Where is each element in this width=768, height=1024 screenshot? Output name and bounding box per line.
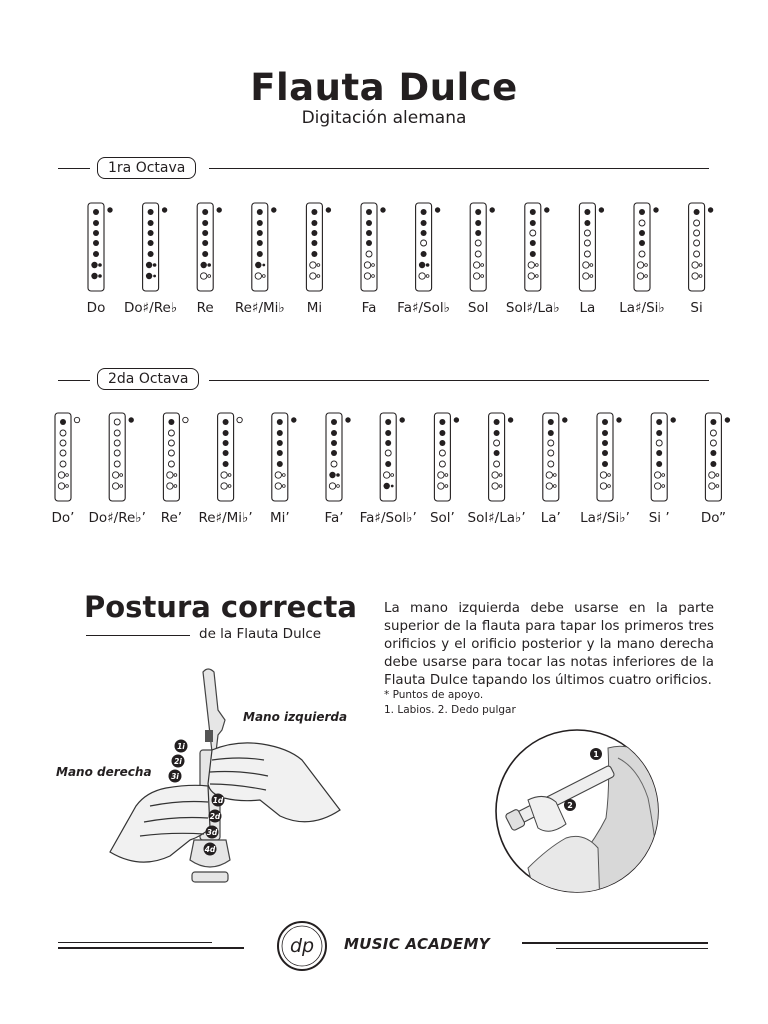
- fingering-chart: [597, 413, 622, 501]
- finger-marker: [175, 740, 188, 753]
- note-label: Si: [690, 300, 703, 316]
- fingering-chart: [705, 413, 730, 501]
- octave1-label: 1ra Octava: [97, 157, 196, 179]
- fingering-chart: [55, 413, 80, 501]
- fingering-chart: [525, 203, 550, 291]
- note-label: La♯/Si♭: [619, 300, 665, 316]
- note-label: Si ’: [648, 510, 670, 526]
- dp-logo: [276, 920, 328, 972]
- fingering-chart: [651, 413, 676, 501]
- page-subtitle: Digitación alemana: [301, 108, 467, 128]
- fingering-chart: [380, 413, 405, 501]
- support-marker-label: 2: [567, 801, 573, 810]
- support-marker: [590, 748, 602, 760]
- footer-rule-thick: [58, 947, 244, 949]
- footer-rule-thick: [522, 942, 708, 944]
- note-label: Do♯/Re♭: [124, 300, 178, 316]
- note-label: La’: [540, 510, 561, 526]
- fingering-chart: [434, 413, 459, 501]
- note-label: Fa♯/Sol♭’: [359, 510, 417, 526]
- fingering-chart: [252, 203, 277, 291]
- left-hand-label: Mano izquierda: [243, 710, 348, 724]
- octave2-label: 2da Octava: [97, 368, 199, 390]
- note-label: La: [579, 300, 596, 316]
- support-points-note: [384, 688, 516, 718]
- fingering-chart: [143, 203, 168, 291]
- footer-rule-thin: [58, 942, 212, 943]
- finger-marker-label: 3i: [171, 772, 179, 781]
- fingering-chart: [197, 203, 222, 291]
- support-marker-label: 1: [593, 750, 599, 759]
- player-illustration: [488, 728, 668, 898]
- footer-rule-thin: [556, 948, 708, 949]
- finger-marker: [206, 826, 219, 839]
- note-label: Re♯/Mi♭: [234, 300, 285, 316]
- octave1-fingering-charts: [0, 195, 768, 325]
- fingering-chart: [109, 413, 134, 501]
- finger-marker-label: 4d: [204, 845, 216, 854]
- fingering-chart: [326, 413, 351, 501]
- note-label: Sol♯/La♭’: [467, 510, 526, 526]
- note-label: Do: [86, 300, 106, 316]
- right-hand-label: Mano derecha: [56, 765, 152, 779]
- fingering-chart: [489, 413, 514, 501]
- academy-name: MUSIC ACADEMY: [344, 935, 490, 953]
- note-label: Re’: [160, 510, 183, 526]
- page-title: Flauta Dulce: [250, 66, 518, 109]
- divider: [209, 380, 709, 381]
- fingering-chart: [416, 203, 441, 291]
- fingering-chart: [163, 413, 188, 501]
- posture-title: Postura correcta: [84, 590, 357, 624]
- divider: [209, 168, 709, 169]
- divider: [58, 380, 90, 381]
- fingering-chart: [634, 203, 659, 291]
- fingering-chart: [272, 413, 297, 501]
- fingering-chart: [689, 203, 714, 291]
- note-label: Fa’: [324, 510, 344, 526]
- note-line: * Puntos de apoyo.: [384, 689, 484, 701]
- finger-marker: [212, 794, 225, 807]
- note-label: Mi’: [269, 510, 290, 526]
- fingering-chart: [218, 413, 243, 501]
- note-label: Sol♯/La♭: [505, 300, 560, 316]
- note-label: Sol: [467, 300, 489, 316]
- finger-marker-label: 2d: [209, 812, 221, 821]
- divider: [58, 168, 90, 169]
- finger-marker: [172, 755, 185, 768]
- divider: [86, 635, 190, 636]
- fingering-chart: [579, 203, 604, 291]
- note-line: 1. Labios. 2. Dedo pulgar: [384, 704, 516, 716]
- note-label: Do♯/Re♭’: [88, 510, 146, 526]
- note-label: Fa: [361, 300, 377, 316]
- fingering-chart: [470, 203, 495, 291]
- octave2-fingering-charts: [0, 405, 768, 535]
- note-label: Do’: [51, 510, 75, 526]
- note-label: Re♯/Mi♭’: [198, 510, 253, 526]
- note-label: La♯/Si♭’: [580, 510, 630, 526]
- finger-marker-label: 3d: [206, 828, 218, 837]
- fingering-chart: [361, 203, 386, 291]
- posture-description: La mano izquierda debe usarse en la parte superior de la flauta para tapar los primeros tres orificios y el orificio posterior y la mano derecha debe usarse para tocar las notas inferiores de la Flauta Dulce tapando los últimos cuatro orificios.: [384, 601, 714, 688]
- finger-marker: [169, 770, 182, 783]
- support-marker: [564, 799, 576, 811]
- note-label: Sol’: [429, 510, 455, 526]
- fingering-chart: [306, 203, 331, 291]
- fingering-chart: [88, 203, 113, 291]
- finger-marker-label: 1d: [212, 796, 224, 805]
- finger-marker: [204, 843, 217, 856]
- note-label: Do”: [700, 510, 726, 526]
- note-label: Re: [196, 300, 214, 316]
- finger-marker: [209, 810, 222, 823]
- finger-marker-label: 1i: [177, 742, 185, 751]
- fingering-chart: [543, 413, 568, 501]
- svg-text:dp: dp: [289, 935, 315, 957]
- note-label: Mi: [306, 300, 323, 316]
- note-label: Fa♯/Sol♭: [397, 300, 451, 316]
- posture-subtitle: de la Flauta Dulce: [199, 626, 322, 642]
- finger-marker-label: 2i: [174, 757, 182, 766]
